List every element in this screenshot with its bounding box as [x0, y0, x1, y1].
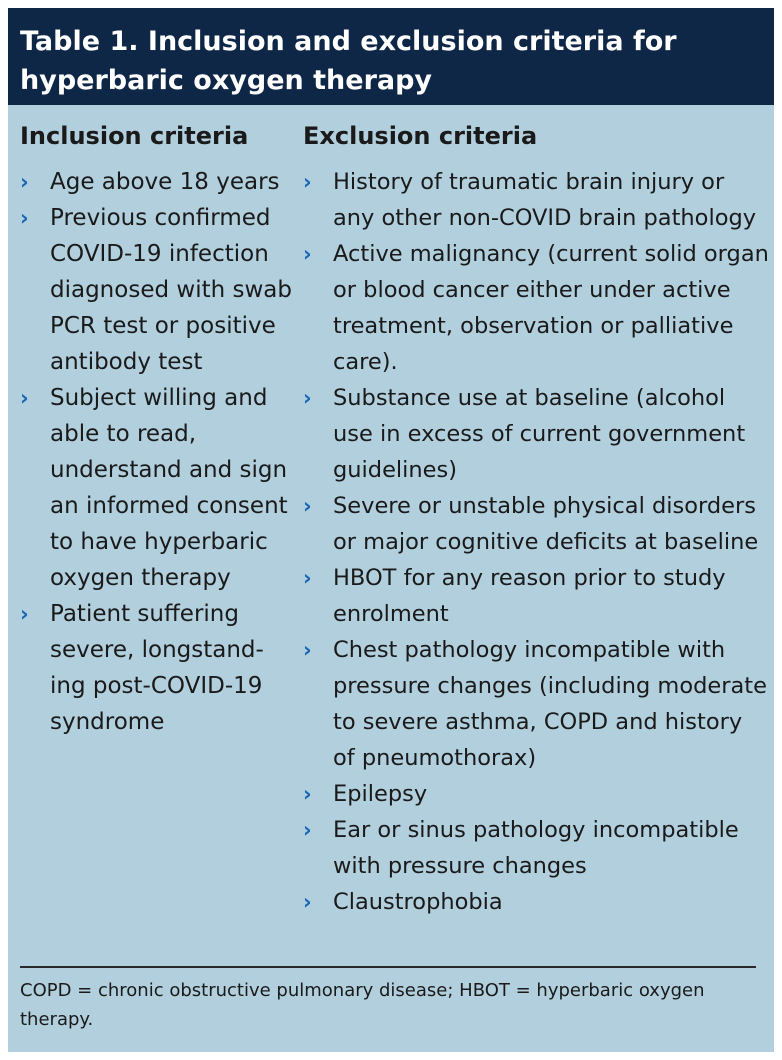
exclusion-heading: Exclusion criteria: [303, 122, 538, 150]
chevron-right-icon: ›: [303, 818, 312, 842]
chevron-right-icon: ›: [303, 242, 312, 266]
inclusion-list: [20, 164, 292, 740]
list-item: [303, 236, 769, 380]
list-item: [20, 596, 292, 740]
table-title: Table 1. Inclusion and exclusion criteria for hyperbaric oxygen therapy: [8, 8, 774, 105]
list-item: [303, 380, 769, 488]
chevron-right-icon: ›: [20, 386, 29, 410]
list-item-text: Patient suffering severe, longstand-ing post-COVID-19 syndrome: [50, 601, 264, 735]
list-item-text: Previous confirmed COVID-19 infection diagnosed with swab PCR test or positive antibody test: [50, 205, 292, 375]
list-item-text: Ear or sinus pathology incompatible with pressure changes: [333, 817, 739, 879]
chevron-right-icon: ›: [303, 386, 312, 410]
list-item-text: Age above 18 years: [50, 169, 280, 195]
list-item: [303, 776, 769, 812]
list-item: [303, 632, 769, 776]
list-item-text: Active malignancy (current solid organ or blood cancer either under active treatment, observation or palliative care).: [333, 241, 769, 375]
list-item: [20, 200, 292, 380]
list-item: [303, 812, 769, 884]
list-item-text: HBOT for any reason prior to study enrolment: [333, 565, 726, 627]
chevron-right-icon: ›: [20, 602, 29, 626]
chevron-right-icon: ›: [20, 206, 29, 230]
chevron-right-icon: ›: [303, 638, 312, 662]
list-item-text: Severe or unstable physical disorders or major cognitive deficits at baseline: [333, 493, 759, 555]
list-item-text: Epilepsy: [333, 781, 428, 807]
chevron-right-icon: ›: [303, 566, 312, 590]
chevron-right-icon: ›: [303, 170, 312, 194]
list-item-text: Subject willing and able to read, understand and sign an informed consent to have hyperbaric oxygen therapy: [50, 385, 288, 591]
exclusion-column: [303, 116, 769, 920]
list-item-text: History of traumatic brain injury or any other non-COVID brain pathology: [333, 169, 757, 231]
footnote-divider: [20, 966, 756, 968]
list-item: [303, 488, 769, 560]
list-item: [303, 164, 769, 236]
list-item: [20, 380, 292, 596]
exclusion-list: [303, 164, 769, 920]
chevron-right-icon: ›: [303, 782, 312, 806]
criteria-table: [8, 8, 774, 1052]
list-item: [20, 164, 292, 200]
inclusion-column: [20, 116, 292, 740]
list-item: [303, 560, 769, 632]
table-footnote: COPD = chronic obstructive pulmonary disease; HBOT = hyperbaric oxygen therapy.: [20, 980, 705, 1030]
chevron-right-icon: ›: [303, 890, 312, 914]
chevron-right-icon: ›: [303, 494, 312, 518]
list-item-text: Chest pathology incompatible with pressure changes (including moderate to severe asthma, COPD and history of pneumothorax): [333, 637, 767, 771]
inclusion-heading: Inclusion criteria: [20, 122, 249, 150]
list-item-text: Claustrophobia: [333, 889, 503, 915]
list-item-text: Substance use at baseline (alcohol use in excess of current government guidelines): [333, 385, 746, 483]
chevron-right-icon: ›: [20, 170, 29, 194]
list-item: [303, 884, 769, 920]
